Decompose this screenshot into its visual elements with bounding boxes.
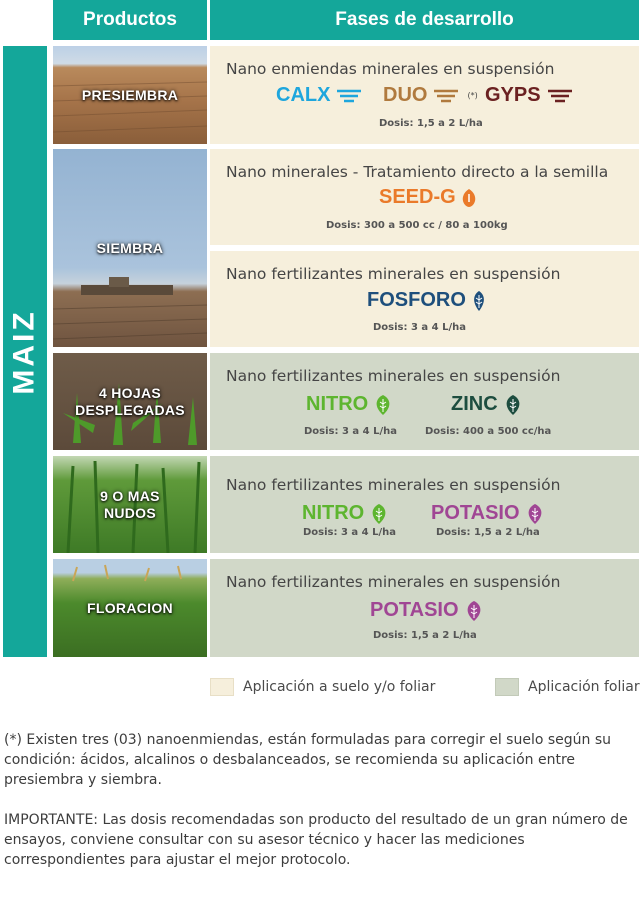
product-potasio xyxy=(431,502,545,525)
leaf-icon xyxy=(369,503,389,525)
crop-label-text: MAIZ xyxy=(8,308,42,395)
products-header: Productos xyxy=(53,0,207,40)
dose-text: Dosis: 1,5 a 2 L/ha xyxy=(373,630,477,641)
dose-text-zinc: Dosis: 400 a 500 cc/ha xyxy=(425,426,552,437)
product-nitro xyxy=(302,502,389,525)
phase-title: Nano fertilizantes minerales en suspensión xyxy=(226,476,561,494)
phase-title: Nano fertilizantes minerales en suspensión xyxy=(226,265,561,283)
product-name: ZINC xyxy=(451,393,498,415)
stage-label-9-nudos: 9 O MAS NUDOS xyxy=(100,487,160,521)
product-name: POTASIO xyxy=(370,599,459,621)
product-duo xyxy=(383,84,478,107)
product-name: NITRO xyxy=(306,393,369,415)
leaf-icon xyxy=(373,394,393,416)
footnote-marker: (*) xyxy=(467,91,478,100)
phase-title: Nano fertilizantes minerales en suspensión xyxy=(226,573,561,591)
stage-label-4-hojas: 4 HOJAS DESPLEGADAS xyxy=(75,384,185,418)
stage-label-siembra: SIEMBRA xyxy=(96,239,164,256)
footnote: (*) Existen tres (03) nanoenmiendas, están formuladas para corregir el suelo según su condición: ácidos, alcalinos o desbalanceados, se recomienda su aplicación entre presiembra y siembra. xyxy=(4,732,612,788)
legend-swatch-beige xyxy=(210,678,234,696)
phase-row-4-hojas xyxy=(210,353,639,450)
product-nitro xyxy=(306,393,393,416)
leaf-icon xyxy=(464,600,484,622)
photo-9-nudos xyxy=(53,456,207,553)
phase-title: Nano minerales - Tratamiento directo a la semilla xyxy=(226,163,609,181)
phase-row-floracion xyxy=(210,559,639,657)
legend-label: Aplicación foliar xyxy=(528,679,640,695)
dose-text: Dosis: 3 a 4 L/ha xyxy=(373,322,466,333)
product-calx xyxy=(276,84,363,107)
leaf-icon xyxy=(471,290,487,312)
waves-icon xyxy=(546,86,574,106)
phase-title: Nano enmiendas minerales en suspensión xyxy=(226,60,555,78)
dose-text-potasio: Dosis: 1,5 a 2 L/ha xyxy=(436,527,540,538)
phase-row-siembra-fosforo xyxy=(210,251,639,347)
photo-4-hojas xyxy=(53,353,207,450)
legend-soil-foliar xyxy=(210,678,435,696)
seed-icon xyxy=(461,188,477,208)
product-name: CALX xyxy=(276,84,331,106)
product-name: SEED-G xyxy=(379,186,456,208)
dose-text: Dosis: 1,5 a 2 L/ha xyxy=(379,118,483,129)
product-name: DUO xyxy=(383,84,428,106)
legend-swatch-green xyxy=(495,678,519,696)
product-name: GYPS xyxy=(485,84,541,106)
phase-row-9-nudos xyxy=(210,456,639,553)
phases-header: Fases de desarrollo xyxy=(210,0,639,40)
product-name: NITRO xyxy=(302,502,365,524)
phase-row-presiembra xyxy=(210,46,639,144)
stage-label-floracion: FLORACION xyxy=(87,599,173,616)
dose-text: Dosis: 300 a 500 cc / 80 a 100kg xyxy=(326,220,508,231)
leaf-icon xyxy=(525,503,545,525)
photo-floracion xyxy=(53,559,207,657)
product-name: POTASIO xyxy=(431,502,520,524)
stage-label-presiembra: PRESIEMBRA xyxy=(81,86,179,103)
crop-label xyxy=(3,46,47,657)
legend-label: Aplicación a suelo y/o foliar xyxy=(243,679,436,695)
product-gyps xyxy=(485,84,574,107)
product-zinc xyxy=(451,393,523,416)
product-name: FOSFORO xyxy=(367,289,466,311)
important-note: IMPORTANTE: Las dosis recomendadas son producto del resultado de un gran número de ensayos, conviene consultar con su asesor técnico y hacer las mediciones correspondientes para ajustar el mejor protocolo. xyxy=(4,812,628,868)
phase-row-siembra-seed xyxy=(210,149,639,245)
dose-text-nitro: Dosis: 3 a 4 L/ha xyxy=(304,426,397,437)
phase-title: Nano fertilizantes minerales en suspensión xyxy=(226,367,561,385)
waves-icon xyxy=(335,86,363,106)
photo-siembra xyxy=(53,149,207,347)
waves-icon xyxy=(432,86,460,106)
legend-foliar xyxy=(495,678,640,696)
leaf-icon xyxy=(503,394,523,416)
product-potasio xyxy=(370,599,484,622)
photo-presiembra xyxy=(53,46,207,144)
product-fosforo xyxy=(367,289,487,312)
product-seed-g xyxy=(379,186,477,209)
dose-text-nitro: Dosis: 3 a 4 L/ha xyxy=(303,527,396,538)
